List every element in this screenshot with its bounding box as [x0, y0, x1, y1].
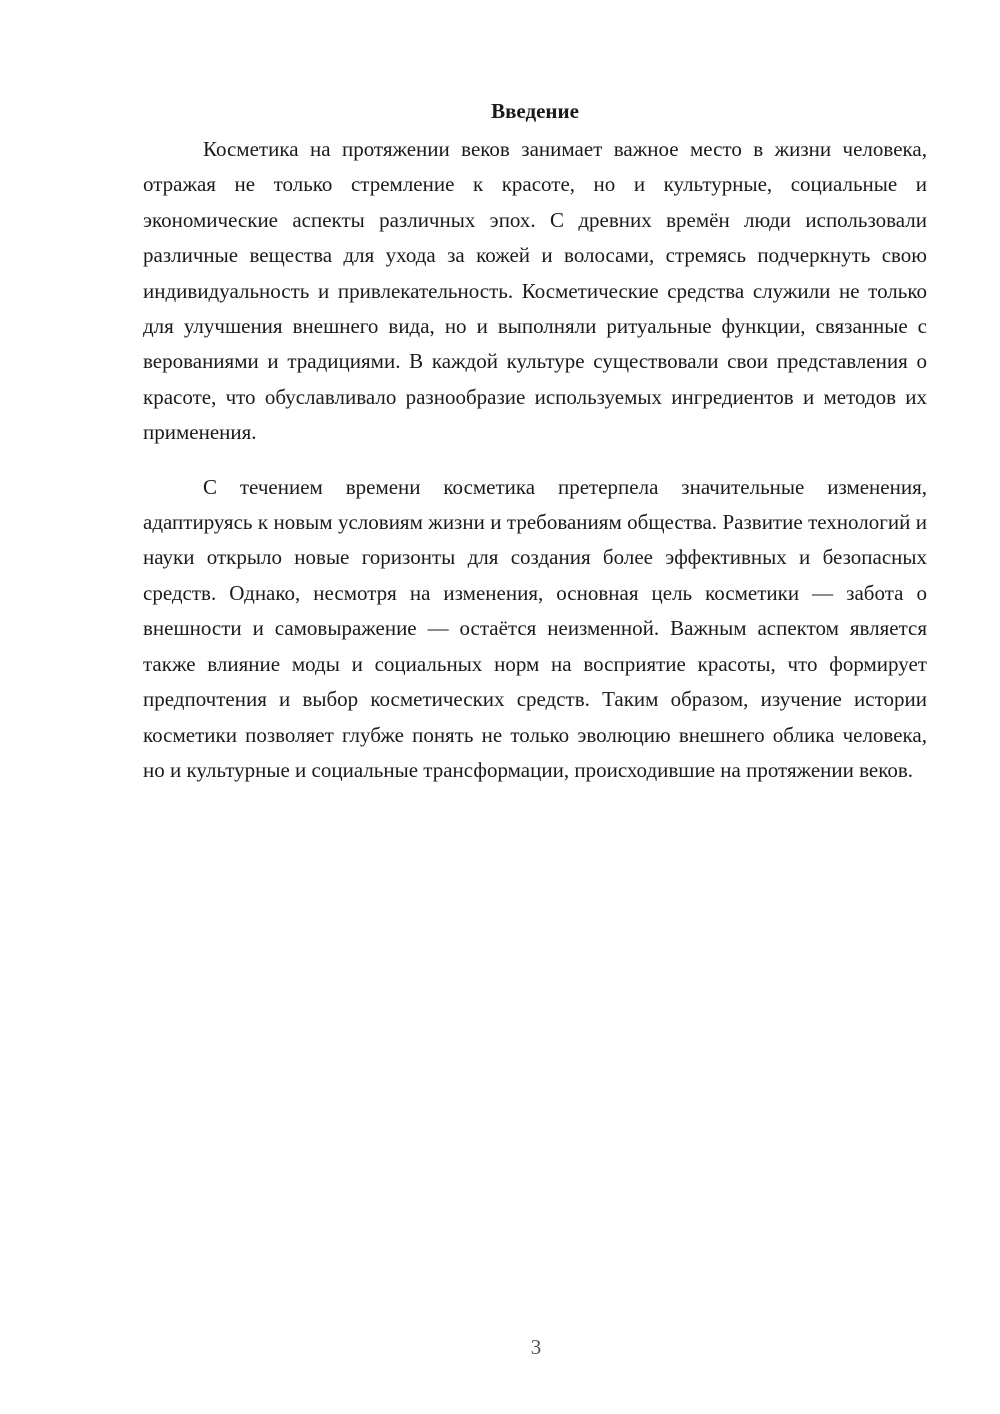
paragraph-1: Косметика на протяжении веков занимает важное место в жизни человека, отражая не только стремление к красоте, но и культурные, социальные и экономические аспекты различных эпох. С древних времён люди использовали различные вещества для ухода за кожей и волосами, стремясь подчеркнуть свою индивидуальность и привлекательность. Косметические средства служили не только для улучшения внешнего вида, но и выполняли ритуальные функции, связанные с верованиями и традициями. В каждой культуре существовали свои представления о красоте, что обуславливало разнообразие используемых ингредиентов и методов их применения.	[143, 137, 927, 445]
page-content	[143, 96, 927, 788]
paragraph-2: С течением времени косметика претерпела значительные изменения, адаптируясь к новым условиям жизни и требованиям общества. Развитие технологий и науки открыло новые горизонты для создания более эффективных и безопасных средств. Однако, несмотря на изменения, основная цель косметики — забота о внешности и самовыражение — остаётся неизменной. Важным аспектом является также влияние моды и социальных норм на восприятие красоты, что формирует предпочтения и выбор косметических средств. Таким образом, изучение истории косметики позволяет глубже понять не только эволюцию внешнего облика человека, но и культурные и социальные трансформации, происходившие на протяжении веков.	[143, 474, 927, 782]
section-heading: Введение	[491, 99, 579, 123]
page-number: 3	[530, 1335, 542, 1359]
